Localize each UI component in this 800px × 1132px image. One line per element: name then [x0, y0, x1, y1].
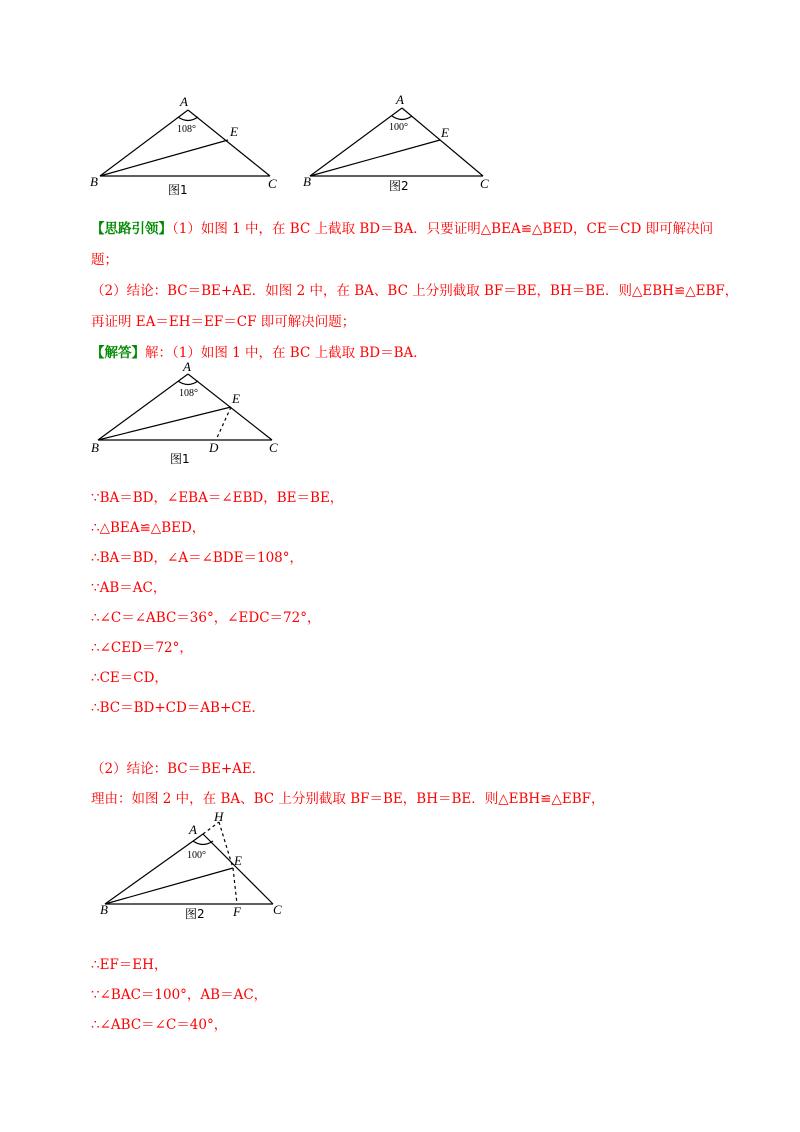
vertex-a-label: A — [180, 94, 188, 109]
triangle-diagram — [86, 360, 296, 470]
answer-tag: 【解答】 — [91, 345, 145, 361]
vertex-c-label: C — [480, 176, 489, 191]
figure-caption: 图1 — [170, 452, 190, 466]
vertex-b-label: B — [91, 440, 99, 455]
figure-1-solution — [86, 360, 296, 470]
vertex-c-label: C — [268, 176, 277, 191]
proof-step: ∵BA＝BD，∠EBA＝∠EBD，BE＝BE， — [91, 490, 344, 506]
hint-line-1 — [91, 217, 713, 237]
proof-step: ∴△BEA≌△BED， — [91, 520, 206, 536]
answer-intro: 解：（1）如图 1 中，在 BC 上截取 BD＝BA． — [145, 345, 427, 361]
vertex-e-label: E — [441, 125, 449, 140]
vertex-b-label: B — [90, 174, 98, 189]
proof-step: ∴BA＝BD，∠A＝∠BDE＝108°， — [91, 550, 303, 566]
vertex-c-label: C — [273, 902, 282, 917]
hint-line-2: 题； — [91, 252, 118, 268]
part-2-reason: 理由：如图 2 中，在 BA、BC 上分别截取 BF＝BE，BH＝BE．则△EBH≌△EBF， — [91, 791, 605, 807]
answer-intro-line — [91, 341, 427, 361]
vertex-e-label: E — [230, 124, 238, 139]
vertex-d-label: D — [209, 440, 219, 455]
angle-label: 108° — [179, 388, 198, 399]
vertex-a-label: A — [189, 822, 197, 837]
proof-step: ∴∠ABC＝∠C＝40°， — [91, 1017, 228, 1033]
vertex-h-label: H — [214, 809, 224, 824]
proof-step: ∵AB＝AC， — [91, 580, 167, 596]
vertex-e-label: E — [234, 853, 242, 868]
hint-tag: 【思路引领】 — [91, 221, 172, 237]
triangle-diagram — [80, 90, 280, 200]
vertex-c-label: C — [269, 440, 278, 455]
part-2-conclusion: （2）结论：BC＝BE+AE． — [91, 761, 266, 777]
vertex-b-label: B — [303, 174, 311, 189]
figure-2-top — [295, 90, 495, 200]
angle-label: 100° — [389, 122, 408, 133]
angle-label: 100° — [187, 850, 206, 861]
figure-caption: 图2 — [389, 179, 409, 193]
figure-caption: 图1 — [168, 183, 188, 197]
figure-1-top — [80, 90, 280, 200]
hint-text-1: （1）如图 1 中，在 BC 上截取 BD＝BA．只要证明△BEA≌△BED，CE＝CD 即可解决问 — [172, 221, 714, 237]
proof-step: ∵∠BAC＝100°，AB＝AC， — [91, 987, 268, 1003]
vertex-e-label: E — [232, 391, 240, 406]
proof-step: ∴CE＝CD， — [91, 670, 168, 686]
proof-step: ∴∠C＝∠ABC＝36°，∠EDC＝72°， — [91, 610, 321, 626]
angle-label: 108° — [177, 124, 196, 135]
proof-step: ∴∠CED＝72°， — [91, 640, 193, 656]
triangle-diagram — [295, 90, 495, 200]
triangle-diagram — [95, 810, 295, 930]
hint-line-3: （2）结论：BC＝BE+AE．如图 2 中，在 BA、BC 上分别截取 BF＝BE，BH＝BE．则△EBH≌△EBF， — [91, 283, 739, 299]
vertex-b-label: B — [100, 902, 108, 917]
proof-step: ∴EF＝EH， — [91, 957, 168, 973]
hint-line-4: 再证明 EA＝EH＝EF＝CF 即可解决问题； — [91, 314, 356, 330]
proof-step: ∴BC＝BD+CD＝AB+CE． — [91, 700, 265, 716]
vertex-a-label: A — [183, 359, 191, 374]
vertex-f-label: F — [233, 904, 241, 919]
figure-caption: 图2 — [185, 907, 205, 921]
figure-2-solution — [95, 810, 295, 930]
vertex-a-label: A — [396, 92, 404, 107]
